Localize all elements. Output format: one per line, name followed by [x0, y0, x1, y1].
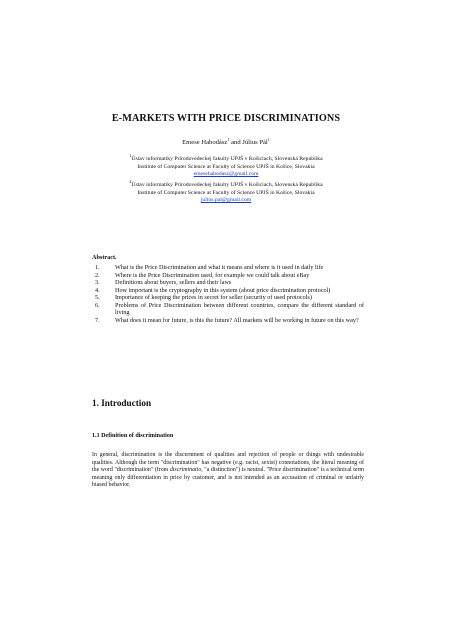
- abstract-item-number: 2.: [95, 271, 100, 279]
- affiliation-institution-sk: Ústav informatiky Prírodovedeckej fakulty UPJŠ v Košiciach, Slovenská Republika: [131, 182, 323, 188]
- abstract-item-number: 3.: [95, 279, 100, 286]
- abstract-item-text: What is the Price Discrimination and what it means and where is it used in daily life: [115, 264, 324, 271]
- affiliation-line: [0, 153, 452, 164]
- abstract-list: [92, 264, 364, 324]
- abstract-item: [92, 287, 364, 295]
- paragraph-text: , "a distinction") is neutral. "Price discrimination" is a technical term meaning only differentiation in price by customer, and is not intended as an accusation of criminal or unfairly biased behavior.: [92, 467, 364, 488]
- abstract-item-number: 1.: [95, 264, 100, 271]
- author-email-link[interactable]: julius.pal@gmail.com: [200, 197, 252, 204]
- author-name: Július Pál: [242, 139, 268, 146]
- abstract-item-text: Problems of Price Discrimination between different countries, compare the different standard of living: [115, 301, 364, 316]
- author-conjunction: and: [231, 139, 241, 146]
- affiliation-1: [0, 153, 452, 179]
- author-line: [0, 136, 452, 146]
- affiliation-line: Institute of Computer Science at Faculty of Science UPJŠ in Košice, Slovakia: [137, 189, 315, 196]
- abstract-item-text: How important is the cryptography in this system (about price discrimination protocol): [115, 286, 331, 294]
- author-name: Emese Habodász: [182, 139, 228, 146]
- subsection-heading: 1.1 Definition of discrimination: [92, 433, 174, 439]
- author-superscript: 1: [227, 136, 230, 142]
- abstract-item: [92, 279, 364, 287]
- abstract-item-text: Importance of keeping the prices in secret for seller (security of used protocols): [115, 294, 312, 301]
- author-superscript: 1: [267, 136, 270, 142]
- abstract-item: [92, 302, 364, 317]
- abstract-item: [92, 317, 364, 325]
- affiliation-institution-sk: Ústav informatiky Prírodovedeckej fakulty UPJŠ v Košiciach, Slovenská Republika: [131, 156, 323, 162]
- abstract-item-number: 4.: [95, 286, 100, 294]
- abstract-heading: Abstract.: [92, 254, 117, 261]
- abstract-item-text: What does it mean for future, is this the future? All markets will be working in future on this way?: [115, 316, 359, 324]
- affiliation-superscript: 1: [129, 153, 132, 159]
- abstract-item: [92, 264, 364, 272]
- abstract-item: [92, 272, 364, 280]
- affiliation-2: [0, 179, 452, 205]
- affiliation-line: Institute of Computer Science at Faculty of Science UPJŠ in Košice, Slovakia: [137, 163, 315, 170]
- paragraph-text: In general, discrimination is the discernment of qualities and rejection of people or things with undesirable qualities. Although the term "discrimination" has negative (e.g. racist, sexist) connotations, the literal meaning of the word "discrimination" (from: [92, 452, 364, 473]
- abstract-item-number: 6.: [95, 301, 100, 309]
- body-paragraph: [92, 452, 364, 490]
- affiliation-line: [0, 179, 452, 190]
- author-email-link[interactable]: emesehabodasz@gmail.com: [193, 171, 259, 178]
- section-heading: 1. Introduction: [92, 398, 152, 408]
- abstract-item: [92, 294, 364, 302]
- abstract-item-text: Where is the Price Discrimination used, for example we could talk about eBay: [115, 271, 310, 279]
- latin-term: discriminatio: [169, 467, 202, 473]
- affiliation-superscript: 2: [129, 179, 132, 185]
- abstract-item-number: 5.: [95, 294, 100, 301]
- paper-title: E-MARKETS WITH PRICE DISCRIMINATIONS: [111, 113, 341, 124]
- abstract-item-number: 7.: [95, 316, 100, 324]
- abstract-item-text: Definitions about buyers, sellers and their laws: [115, 279, 232, 286]
